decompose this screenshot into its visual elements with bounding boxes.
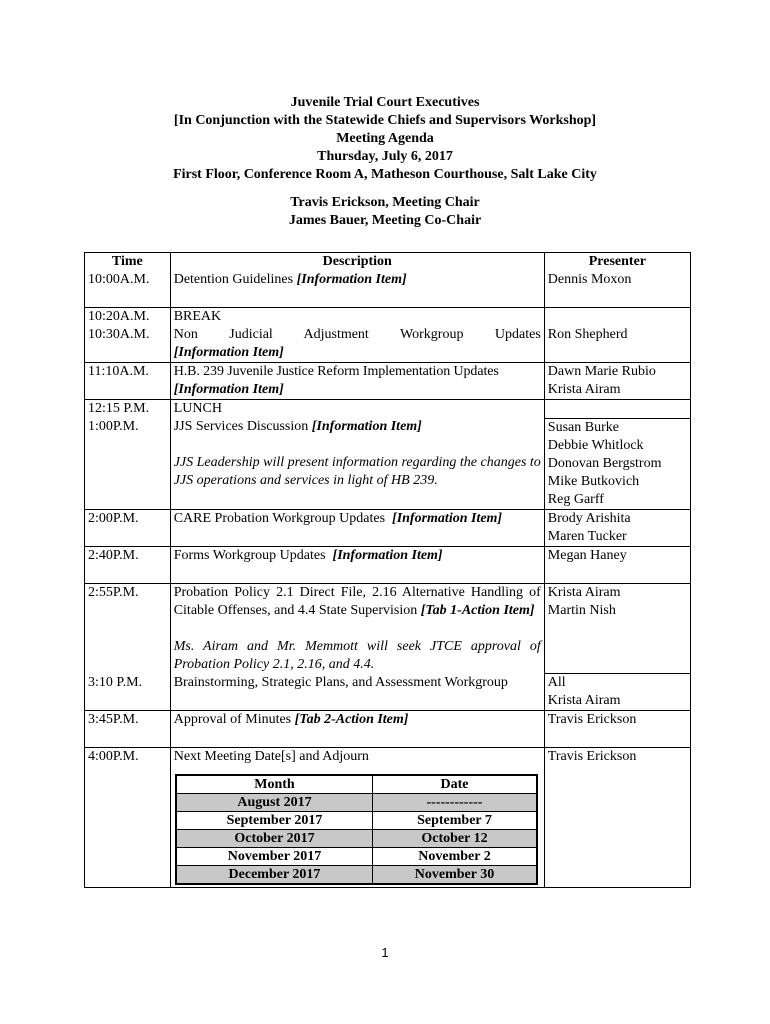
agenda-description: Detention Guidelines [Information Item] [173,272,407,287]
date-day: November 2 [373,848,537,866]
agenda-time: 12:15 P.M. [88,401,150,416]
agenda-note: JJS Leadership will present information regarding the changes to JJS operations and services in light of HB 239. [173,455,541,488]
agenda-presenter: Travis Erickson [547,712,637,727]
date-month: August 2017 [176,794,373,812]
date-day: September 7 [373,812,537,830]
agenda-presenter: Donovan Bergstrom [547,455,662,471]
agenda-note: Ms. Airam and Mr. Memmott will seek JTCE approval of Probation Policy 2.1, 2.16, and 4.4. [173,638,541,672]
agenda-presenter: Mike Butkovich [547,473,640,489]
column-header-time: Time [111,254,143,269]
agenda-presenter: Krista Airam [547,584,621,600]
committee-title: Juvenile Trial Court Executives [290,95,480,110]
agenda-presenter: Brody Arishita [547,510,631,526]
agenda-description: Next Meeting Date[s] and Adjourn [173,749,369,764]
table-row [85,546,691,583]
table-row [85,418,691,509]
agenda-presenter: Dennis Moxon [547,272,632,287]
agenda-description: Brainstorming, Strategic Plans, and Assessment Workgroup [173,674,508,690]
meeting-dates-table [175,774,538,885]
agenda-presenter: Megan Haney [547,547,627,563]
document-title: Meeting Agenda [336,131,434,146]
agenda-time: 10:00A.M. [88,272,150,287]
agenda-time: 2:40P.M. [88,547,139,563]
agenda-presenter: Reg Garff [547,491,604,507]
table-row [176,794,537,812]
agenda-description: LUNCH [173,401,222,416]
agenda-time: 3:45P.M. [88,712,139,727]
table-row [85,400,691,419]
agenda-presenter: Krista Airam [547,382,621,397]
agenda-item-tag: [Information Item] [173,345,284,360]
table-row [85,509,691,546]
agenda-table [84,252,691,888]
date-month: November 2017 [176,848,373,866]
agenda-description: Non Judicial Adjustment Workgroup Updates [173,327,541,342]
agenda-presenter: Krista Airam [547,693,621,708]
agenda-item-tag: [Information Item] [173,382,284,397]
meeting-cochair: James Bauer, Meeting Co-Chair [288,213,482,228]
agenda-description: BREAK [173,309,222,324]
agenda-presenter: Dawn Marie Rubio [547,364,656,379]
table-row [85,748,691,888]
date-day: October 12 [373,830,537,848]
page-number: 1 [381,945,389,960]
agenda-description: Approval of Minutes [Tab 2-Action Item] [173,712,409,727]
table-row [176,775,537,794]
agenda-time: 4:00P.M. [88,749,139,764]
date-day: ------------ [373,794,537,812]
column-header-month: Month [176,775,373,794]
agenda-presenter: Ron Shepherd [547,327,628,342]
column-header-date: Date [373,775,537,794]
conjunction-note: [In Conjunction with the Statewide Chiefs and Supervisors Workshop] [173,113,597,128]
date-day: November 30 [373,866,537,885]
table-row [85,674,691,711]
agenda-presenter: Debbie Whitlock [547,437,644,453]
table-row [85,583,691,674]
agenda-presenter: All [547,675,566,690]
column-header-description: Description [322,254,392,269]
agenda-description: H.B. 239 Juvenile Justice Reform Implementation Updates [173,364,499,379]
agenda-header [0,94,770,230]
agenda-description: Forms Workgroup Updates [Information Item] [173,547,443,563]
agenda-time: 11:10A.M. [88,364,149,379]
column-header-presenter: Presenter [588,254,647,269]
meeting-location: First Floor, Conference Room A, Matheson Courthouse, Salt Lake City [173,167,597,182]
agenda-time: 2:00P.M. [88,510,139,526]
agenda-description: Probation Policy 2.1 Direct File, 2.16 Alternative Handling of Citable Offenses, and 4.4 State Supervision [Tab 1-Action Item] [173,584,541,618]
table-row [176,812,537,830]
agenda-description: CARE Probation Workgroup Updates [Information Item] [173,510,503,526]
table-row [85,308,691,363]
table-row [85,711,691,748]
table-row [176,866,537,885]
table-row [85,363,691,400]
agenda-presenter: Susan Burke [547,419,619,435]
agenda-presenter: Martin Nish [547,602,616,618]
date-month: December 2017 [176,866,373,885]
agenda-presenter: Maren Tucker [547,528,627,544]
agenda-time: 10:20A.M. [88,309,150,324]
agenda-description: JJS Services Discussion [Information Item] [173,419,422,434]
agenda-presenter: Travis Erickson [547,749,637,764]
table-row [176,848,537,866]
agenda-time: 2:55P.M. [88,584,139,600]
meeting-date: Thursday, July 6, 2017 [317,149,453,164]
table-row [85,253,691,308]
agenda-time: 1:00P.M. [88,419,139,434]
date-month: September 2017 [176,812,373,830]
table-row [176,830,537,848]
agenda-time: 10:30A.M. [88,327,150,342]
date-month: October 2017 [176,830,373,848]
meeting-chair: Travis Erickson, Meeting Chair [290,195,480,210]
agenda-time: 3:10 P.M. [88,674,143,690]
